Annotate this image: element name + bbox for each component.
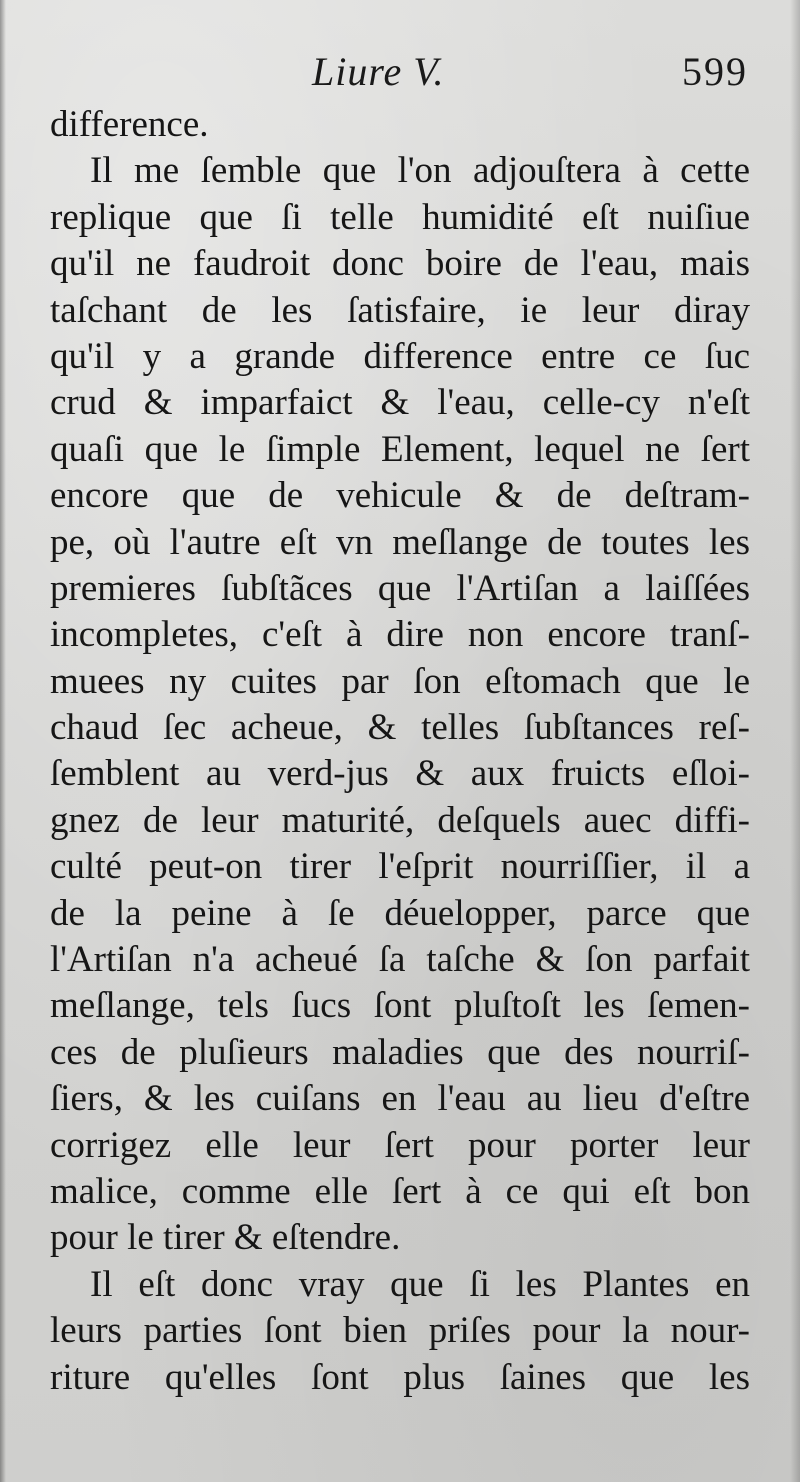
body-text xyxy=(50,102,750,1401)
text-line: qu'il y a grande difference entre ce ſuc xyxy=(50,335,750,377)
text-line: chaud ſec acheue, & telles ſubſtances reſ- xyxy=(50,707,750,749)
text-line: meſlange, tels ſucs ſont pluſtoſt les ſemen- xyxy=(50,985,750,1027)
text-line: quaſi que le ſimple Element, lequel ne ſert xyxy=(50,428,750,470)
text-line: pe, où l'autre eſt vn meſlange de toutes les xyxy=(50,521,750,563)
text-line: qu'il ne faudroit donc boire de l'eau, mais xyxy=(50,243,750,285)
running-title: Liure V. xyxy=(312,49,445,94)
text-line: ſiers, & les cuiſans en l'eau au lieu d'eſtre xyxy=(50,1078,750,1120)
page-edge-shadow-left xyxy=(0,0,6,1482)
text-line: crud & imparfaict & l'eau, celle-cy n'eſt xyxy=(50,382,750,424)
text-line: ces de pluſieurs maladies que des nourriſ- xyxy=(50,1031,750,1073)
text-line: leurs parties ſont bien priſes pour la nour- xyxy=(50,1310,750,1352)
text-line: encore que de vehicule & de deſtram- xyxy=(50,475,750,517)
page-number: 599 xyxy=(682,49,748,94)
text-line: muees ny cuites par ſon eſtomach que le xyxy=(50,660,750,702)
text-line: corrigez elle leur ſert pour porter leur xyxy=(50,1124,750,1166)
text-line: incompletes, c'eſt à dire non encore tranſ- xyxy=(50,614,750,656)
text-line: premieres ſubſtãces que l'Artiſan a laiſſées xyxy=(50,567,750,609)
text-line: riture qu'elles ſont plus ſaines que les xyxy=(50,1356,750,1398)
text-line: ſemblent au verd-jus & aux fruicts eſloi- xyxy=(50,753,750,795)
text-line: replique que ſi telle humidité eſt nuiſiue xyxy=(50,196,750,238)
running-header xyxy=(0,48,800,98)
text-line: gnez de leur maturité, deſquels auec diffi- xyxy=(50,799,750,841)
text-line: l'Artiſan n'a acheué ſa taſche & ſon parfait xyxy=(50,939,750,981)
text-line: difference. xyxy=(50,104,209,145)
text-line: Il eſt donc vray que ſi les Plantes en xyxy=(90,1263,750,1305)
text-line: culté peut-on tirer l'eſprit nourriſſier, il a xyxy=(50,846,750,888)
text-line: pour le tirer & eſtendre. xyxy=(50,1217,401,1259)
text-line: malice, comme elle ſert à ce qui eſt bon xyxy=(50,1170,750,1212)
page-edge-shadow-right xyxy=(790,0,800,1482)
text-line: taſchant de les ſatisfaire, ie leur diray xyxy=(50,289,750,331)
text-line: Il me ſemble que l'on adjouſtera à cette xyxy=(90,150,750,192)
text-line: de la peine à ſe déuelopper, parce que xyxy=(50,892,750,934)
